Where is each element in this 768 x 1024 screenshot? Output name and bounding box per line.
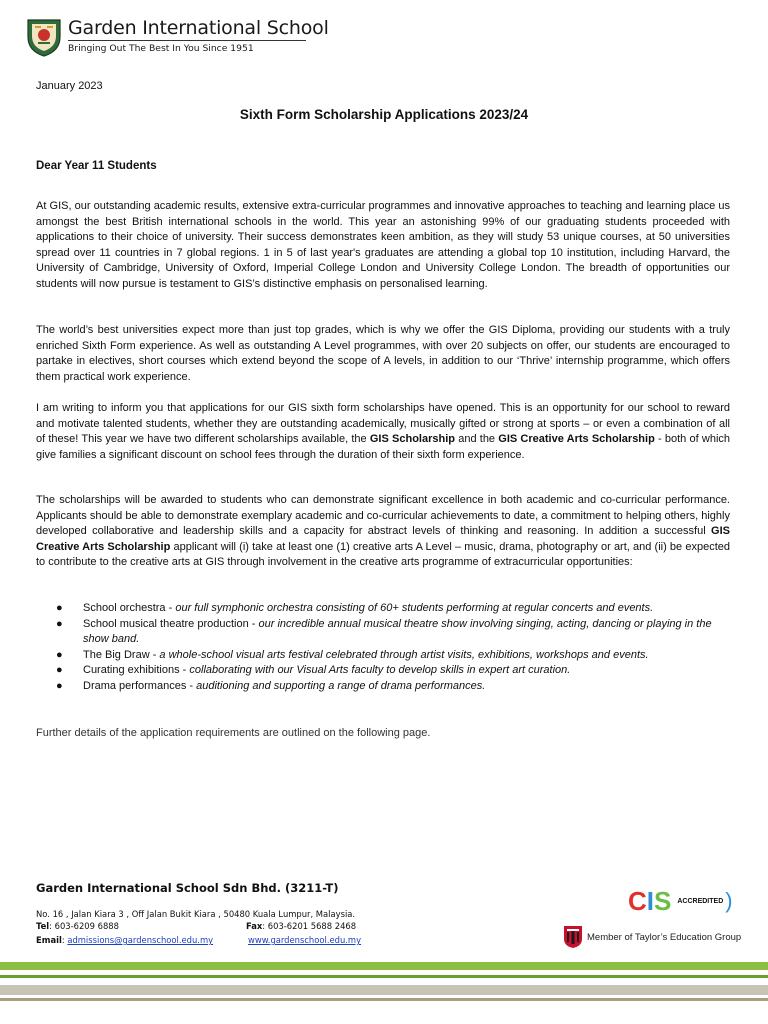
list-item-description: our full symphonic orchestra consisting of 60+ students performing at regular concerts and events. bbox=[175, 602, 654, 614]
taylors-membership bbox=[563, 925, 741, 949]
paragraph-text: - both of which give families a significant discount on school fees through the duration of their sixth form experience. bbox=[36, 433, 731, 461]
paragraph-text: I am writing to inform you that applications for our GIS sixth form scholarships have opened. This is an opportunity for our school to reward and motivate talented students, whether they are outstanding academically, musically gifted or strong at sports – or even a combination of all of these! This year we have two different scholarships available, the bbox=[36, 402, 730, 446]
fax-value: : 603-6201 5688 2468 bbox=[262, 921, 357, 931]
creative-arts-scholarship-name: GIS Creative Arts Scholarship bbox=[498, 433, 655, 446]
further-details-note: Further details of the application requirements are outlined on the following page. bbox=[36, 727, 431, 739]
cis-accredited-label: ACCREDITED bbox=[677, 897, 724, 905]
fax-label: Fax bbox=[246, 921, 263, 931]
creative-arts-opportunities-list bbox=[56, 601, 736, 695]
cis-letter: C bbox=[628, 885, 647, 916]
list-item bbox=[56, 617, 736, 648]
list-item-label: Curating exhibitions - bbox=[83, 664, 190, 677]
list-item-description: our incredible annual musical theatre show involving singing, acting, dancing or playing in the show band. bbox=[83, 617, 712, 646]
paragraph-gis-diploma: The world’s best universities expect more than just top grades, which is why we offer the GIS Diploma, providing our students with a truly enriched Sixth Form experience. As well as outstanding A Level programmes, with over 20 subjects on offer, our students are encouraged to partake in electives, short courses which extend beyond the scope of A levels, in addition to our ‘Thrive’ internship programme, which offers them practical work experience. bbox=[36, 324, 730, 383]
website-link[interactable]: www.gardenschool.edu.my bbox=[248, 935, 362, 945]
footer-fax bbox=[246, 921, 356, 931]
list-item-label: The Big Draw - bbox=[83, 648, 160, 661]
letter-title: Sixth Form Scholarship Applications 2023/24 bbox=[239, 107, 529, 122]
taylors-logo-icon bbox=[563, 925, 583, 949]
bullet-icon: ● bbox=[56, 648, 63, 661]
paragraph-text: applicant will (i) take at least one (1) creative arts A Level – music, drama, photography or art, and (ii) be expected to contribute to the creative arts at GIS through involvement in the creative arts programme of extracurricular opportunities: bbox=[36, 540, 730, 569]
bullet-icon: ● bbox=[56, 679, 63, 692]
paragraph-scholarships-open bbox=[36, 401, 730, 463]
list-item-label: School orchestra - bbox=[83, 602, 176, 614]
footer-beige-line bbox=[0, 998, 768, 1001]
header-divider bbox=[68, 40, 306, 41]
cis-accredited-badge bbox=[628, 886, 733, 916]
list-item-description: a whole-school visual arts festival celebrated through artist visits, exhibitions, workshops and events. bbox=[159, 648, 649, 661]
creative-arts-scholarship-name: GIS Creative Arts Scholarship bbox=[36, 525, 730, 553]
list-item-description: collaborating with our Visual Arts faculty to develop skills in expert art curation. bbox=[189, 664, 571, 677]
salutation: Dear Year 11 Students bbox=[36, 160, 157, 172]
school-name: Garden International School bbox=[68, 17, 329, 39]
list-item bbox=[56, 679, 736, 695]
footer-telephone bbox=[36, 921, 119, 931]
footer-address: No. 16 , Jalan Kiara 3 , Off Jalan Bukit Kiara , 50480 Kuala Lumpur, Malaysia. bbox=[36, 909, 356, 919]
cis-bracket: ) bbox=[725, 888, 733, 913]
email-link[interactable]: admissions@gardenschool.edu.my bbox=[67, 935, 214, 945]
footer-company-name: Garden International School Sdn Bhd. (3211-T) bbox=[36, 881, 339, 895]
bullet-icon: ● bbox=[56, 602, 63, 614]
paragraph-academic-results: At GIS, our outstanding academic results, extensive extra-curricular programmes and innovative approaches to teaching and learning place us amongst the best British international schools in the world. This year an astonishing 99% of our graduating students proceeded with applications to their choice of university. Their success demonstrates keen ambition, as they will study 53 unique courses, at 50 universities spread over 11 countries in 7 global regions. 1 in 5 of last year's graduates are attending a global top 10 institution, including Harvard, the University of Cambridge, University of Oxford, Imperial College London and University College London. The breadth of opportunities our students will now pursue is testament to GIS’s distinctive emphasis on personalised learning. bbox=[36, 200, 730, 290]
letter-date: January 2023 bbox=[36, 80, 103, 92]
tel-value: : 603-6209 6888 bbox=[49, 921, 119, 931]
list-item bbox=[56, 663, 736, 679]
list-item bbox=[56, 648, 736, 664]
bullet-icon: ● bbox=[56, 617, 63, 630]
footer-beige-band bbox=[0, 985, 768, 995]
gis-scholarship-name: GIS Scholarship bbox=[369, 433, 455, 446]
paragraph-text: and the bbox=[455, 433, 499, 446]
tel-label: Tel bbox=[36, 921, 50, 931]
paragraph-award-criteria bbox=[36, 493, 730, 571]
cis-letter: S bbox=[654, 885, 672, 916]
bullet-icon: ● bbox=[56, 664, 63, 677]
list-item bbox=[56, 601, 736, 617]
list-item-label: Drama performances - bbox=[83, 679, 197, 692]
footer-email bbox=[36, 935, 213, 945]
cis-letter: I bbox=[646, 885, 655, 916]
footer-green-line bbox=[0, 975, 768, 978]
footer-green-band bbox=[0, 962, 768, 970]
school-crest-logo bbox=[25, 17, 63, 57]
list-item-label: School musical theatre production - bbox=[83, 617, 259, 630]
email-separator: : bbox=[61, 935, 68, 945]
email-label: Email bbox=[36, 935, 62, 945]
cis-logo-letters bbox=[628, 886, 671, 917]
taylors-membership-text: Member of Taylor’s Education Group bbox=[587, 931, 742, 943]
school-tagline: Bringing Out The Best In You Since 1951 bbox=[68, 43, 254, 54]
paragraph-text: The scholarships will be awarded to students who can demonstrate significant excellence in both academic and co-curricular performance. Applicants should be able to demonstrate exemplary academic and co-curricular achievements to date, a commitment to helping others, highly developed collaborative and leadership skills and a capacity for abstract levels of thinking and reasoning. In addition a successful bbox=[36, 494, 730, 538]
list-item-description: auditioning and supporting a range of drama performances. bbox=[196, 679, 486, 692]
